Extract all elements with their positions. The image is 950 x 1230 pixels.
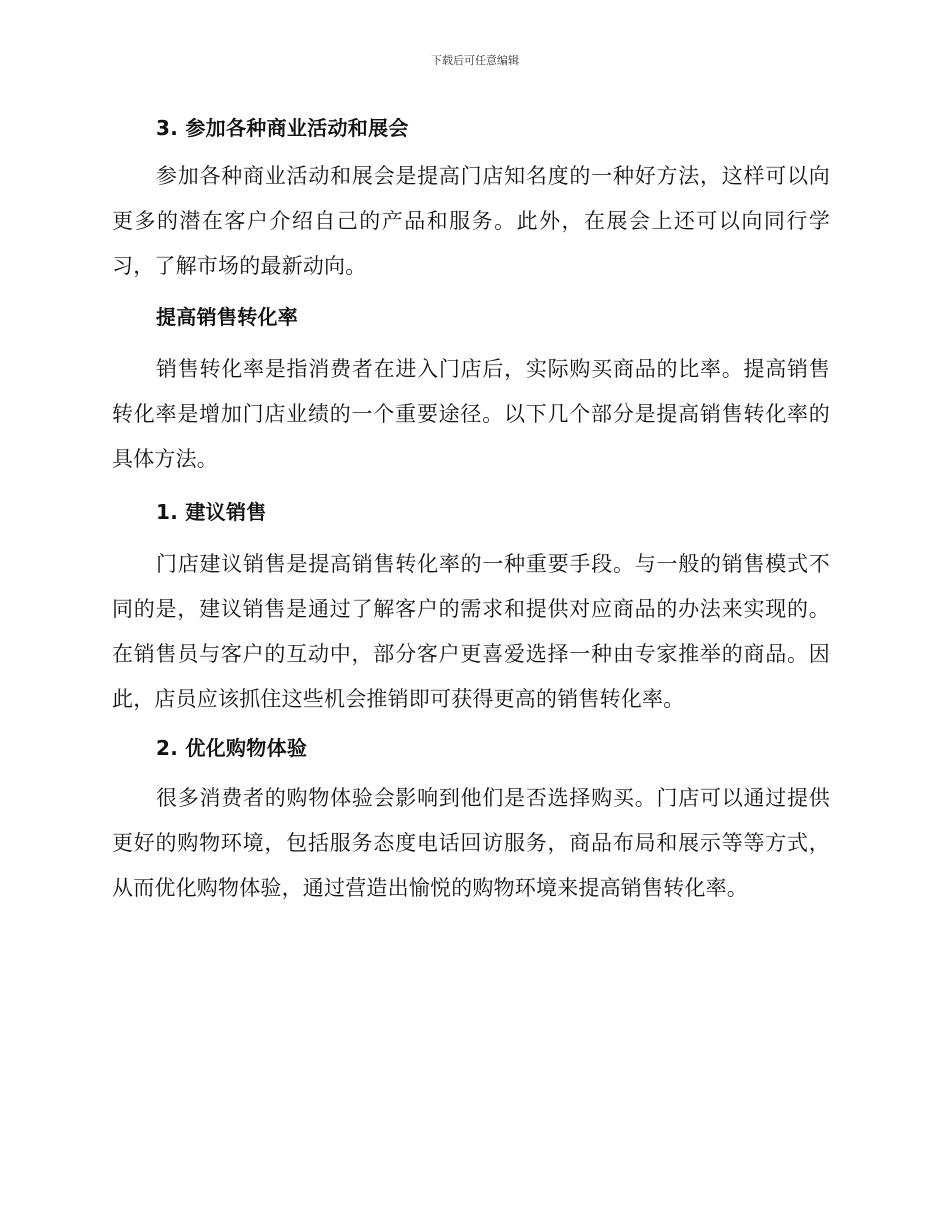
section-heading-exhibitions: 3. 参加各种商业活动和展会 xyxy=(156,116,409,140)
section-paragraph-exhibitions: 参加各种商业活动和展会是提高门店知名度的一种好方法，这样可以向更多的潜在客户介绍自己的产品和服务。此外，在展会上还可以向同行学习，了解市场的最新动向。 xyxy=(112,164,830,278)
section-paragraph-conversion-rate: 销售转化率是指消费者在进入门店后，实际购买商品的比率。提高销售转化率是增加门店业绩的一个重要途径。以下几个部分是提高销售转化率的具体方法。 xyxy=(112,357,830,471)
section-paragraph-suggestive-selling: 门店建议销售是提高销售转化率的一种重要手段。与一般的销售模式不同的是，建议销售是通过了解客户的需求和提供对应商品的办法来实现的。在销售员与客户的互动中，部分客户更喜爱选择一种由专家推举的商品。因此，店员应该抓住这些机会推销即可获得更高的销售转化率。 xyxy=(112,552,830,711)
section-heading-suggestive-selling: 1. 建议销售 xyxy=(156,500,267,524)
document-body xyxy=(112,112,830,911)
section-heading-shopping-experience: 2. 优化购物体验 xyxy=(156,736,308,760)
page-header: 下载后可任意编辑 xyxy=(431,54,519,67)
section-heading-conversion-rate: 提高销售转化率 xyxy=(156,305,299,329)
section-paragraph-shopping-experience: 很多消费者的购物体验会影响到他们是否选择购买。门店可以通过提供更好的购物环境，包括服务态度电话回访服务，商品布局和展示等等方式，从而优化购物体验，通过营造出愉悦的购物环境来提高销售转化率。 xyxy=(112,786,830,900)
